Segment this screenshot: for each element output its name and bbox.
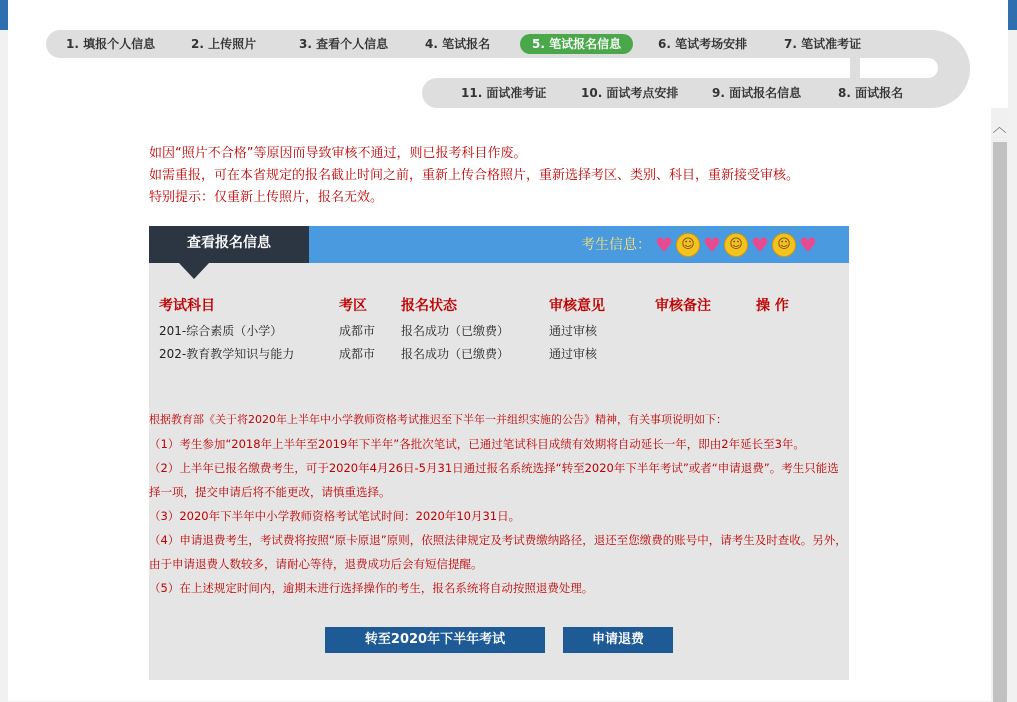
row2-subject: 202-教育教学知识与能力 [159,347,295,361]
window-edge-right [1008,0,1017,30]
heart-icon: ♥ [751,233,769,257]
notice-line-1: 如因“照片不合格”等原因而导致审核不通过，则已报考科目作废。 [149,146,527,161]
header-review: 审核意见 [549,298,605,314]
smiley-icon: ☺ [676,233,700,257]
scrollbar-thumb[interactable] [993,142,1007,702]
row2-status: 报名成功（已缴费） [401,347,510,361]
step-5-active[interactable]: 5. 笔试报名信息 [520,34,633,54]
candidate-stickers [652,230,842,260]
panel-tab[interactable]: 查看报名信息 [149,226,309,263]
step-7[interactable]: 7. 笔试准考证 [784,37,862,51]
info-intro: 根据教育部《关于将2020年上半年中小学教师资格考试推迟至下半年一并组织实施的公告》精神，有关事项说明如下： [149,413,727,426]
info-item-2: （2）上半年已报名缴费考生，可于2020年4月26日-5月31日通过报名系统选择“转至2020年下半年考试”或者“申请退费”。考生只能选择一项，提交申请后将不能更改，请慎重选择。 [149,461,839,499]
info-item-1: （1）考生参加“2018年上半年至2019年下半年”各批次笔试，已通过笔试科目成绩有效期将自动延长一年，即由2年延长至3年。 [149,437,805,451]
row1-region: 成都市 [339,324,376,338]
info-item-5: （5）在上述规定时间内，逾期未进行选择操作的考生，报名系统将自动按照退费处理。 [149,581,594,595]
tab-pointer-arrow [179,263,209,279]
window-edge-left [0,0,8,30]
heart-icon: ♥ [799,233,817,257]
header-action: 操 作 [756,298,789,314]
step-3[interactable]: 3. 查看个人信息 [299,37,389,51]
step-11[interactable]: 11. 面试准考证 [461,86,547,100]
row2-review: 通过审核 [549,347,598,361]
info-item-3: （3）2020年下半年中小学教师资格考试笔试时间：2020年10月31日。 [149,509,521,523]
step-4[interactable]: 4. 笔试报名 [425,37,491,51]
step-1[interactable]: 1. 填报个人信息 [66,37,156,51]
notice-line-2: 如需重报，可在本省规定的报名截止时间之前，重新上传合格照片，重新选择考区、类别、科目，重新接受审核。 [149,168,800,183]
step-6[interactable]: 6. 笔试考场安排 [658,37,748,51]
notice-line-3: 特别提示：仅重新上传照片，报名无效。 [149,190,384,205]
transfer-exam-button[interactable]: 转至2020年下半年考试 [325,627,545,653]
scroll-up-icon[interactable]: ︿ [992,120,1007,136]
panel-header [149,226,849,263]
step-2[interactable]: 2. 上传照片 [191,37,257,51]
row1-review: 通过审核 [549,324,598,338]
header-status: 报名状态 [401,298,457,314]
header-review-notes: 审核备注 [655,298,711,314]
header-subject: 考试科目 [159,298,215,314]
step-9[interactable]: 9. 面试报名信息 [712,86,802,100]
step-10[interactable]: 10. 面试考点安排 [581,86,679,100]
refund-button[interactable]: 申请退费 [563,627,673,653]
row1-subject: 201-综合素质（小学） [159,324,283,338]
smiley-icon: ☺ [772,233,796,257]
candidate-info-label: 考生信息： [581,237,651,253]
row2-region: 成都市 [339,347,376,361]
info-item-4: （4）申请退费考生，考试费将按照“原卡原退”原则，依照法律规定及考试费缴纳路径，退还至您缴费的账号中，请考生及时查收。另外，由于申请退费人数较多，请耐心等待，退费成功后会有短信提醒。 [149,533,847,571]
heart-icon: ♥ [703,233,721,257]
registration-panel [149,226,849,680]
heart-icon: ♥ [655,233,673,257]
header-region: 考区 [339,298,367,314]
step-8[interactable]: 8. 面试报名 [838,86,904,100]
row1-status: 报名成功（已缴费） [401,324,510,338]
smiley-icon: ☺ [724,233,748,257]
step-track-gap [860,58,938,78]
